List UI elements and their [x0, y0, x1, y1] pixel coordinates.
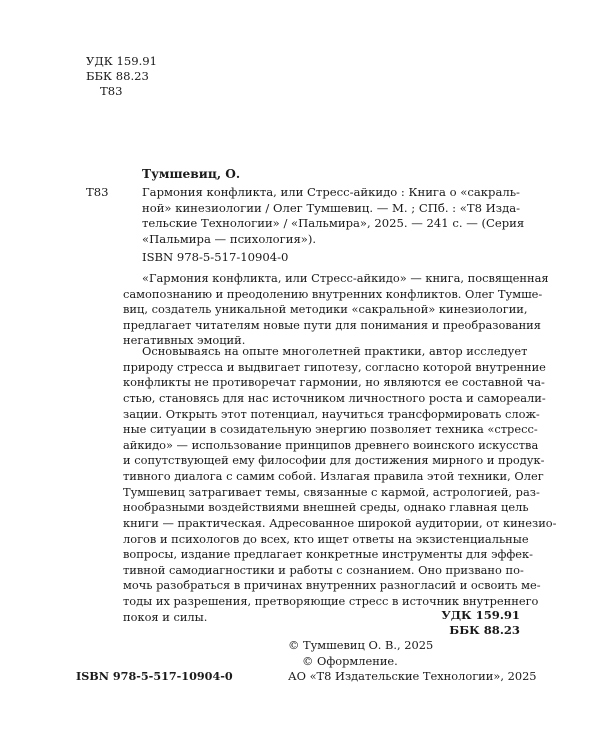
- biblio-line: ной» кинезиологии / Олег Тумшевиц. — М. ; СПб. : «Т8 Издa-: [142, 200, 521, 215]
- description-paragraph: [123, 344, 557, 625]
- copyright-publisher: АО «Т8 Издательские Технологии», 2025: [288, 669, 537, 683]
- description-line: нообразными воздействиями внешней среды, однако главная цель: [123, 500, 529, 515]
- bibliographic-description: [142, 185, 525, 247]
- copyright-author: © Тумшевиц О. В., 2025: [288, 638, 434, 652]
- biblio-line: Гармония конфликта, или Стресс-айкидо : Книга о «сакраль-: [142, 185, 520, 199]
- copyright-design: © Оформление.: [302, 653, 398, 668]
- author-mark: Т83: [86, 185, 109, 199]
- udk-code: УДК 159.91: [86, 54, 158, 68]
- annotation-line: предлагает читателям новые пути для понимания и преобразования: [123, 317, 541, 332]
- annotation-paragraph: [123, 271, 549, 349]
- description-line: конфликты не противоречат гармонии, но являются ее составной ча-: [123, 375, 545, 390]
- description-line: природу стресса и выдвигает гипотезу, согласно которой внутренние: [123, 359, 546, 374]
- classification-codes-right: [441, 608, 520, 637]
- annotation-line: самопознанию и преодолению внутренних конфликтов. Олег Тумше-: [123, 286, 543, 301]
- description-line: и сопутствующей ему философии для достижения мирного и продук-: [123, 453, 545, 468]
- biblio-line: «Пальмира — психология»).: [142, 231, 317, 246]
- bbk-code: ББК 88.23: [86, 69, 149, 83]
- bbk-code-right: ББК 88.23: [449, 622, 520, 637]
- annotation-line: негативных эмоций.: [123, 333, 246, 348]
- description-line: мочь разобраться в причинах внутренних разногласий и освоить ме-: [123, 578, 541, 593]
- description-line: ные ситуации в созидательную энергию позволяет техника «стресс-: [123, 422, 538, 437]
- isbn-bottom: ISBN 978-5-517-10904-0: [76, 669, 233, 683]
- annotation-line: виц, создатель уникальной методики «сакральной» кинезиологии,: [123, 302, 528, 317]
- description-line: Основываясь на опыте многолетней практики, автор исследует: [142, 344, 528, 358]
- description-line: айкидо» — использование принципов древнего воинского искусства: [123, 437, 539, 452]
- description-line: тоды их разрешения, претворяющие стресс в источник внутреннего: [123, 594, 539, 608]
- description-line: логов и психологов до всех, кто ищет ответы на экзистенциальные: [123, 531, 529, 546]
- isbn-main: ISBN 978-5-517-10904-0: [142, 250, 289, 264]
- description-line: покоя и силы.: [123, 609, 208, 624]
- description-line: книги — практическая. Адресованное широкой аудитории, от кинезио-: [123, 515, 557, 530]
- description-line: стью, становясь для нас источником личностного роста и самореали-: [123, 390, 546, 405]
- description-line: тивного диалога с самим собой. Излагая правила этой техники, Олег: [123, 469, 544, 483]
- biblio-line: тельские Технологии» / «Пальмира», 2025. — 241 с. — (Серия: [142, 216, 525, 231]
- description-line: Тумшевиц затрагивает темы, связанные с кармой, астрологией, раз-: [123, 484, 540, 499]
- description-line: тивной самодиагностики и работы с сознанием. Оно призвано по-: [123, 562, 524, 577]
- annotation-line: «Гармония конфликта, или Стресс-айкидо» — книга, посвященная: [142, 271, 549, 285]
- author-mark-top: Т83: [100, 84, 123, 98]
- description-line: зации. Открыть этот потенциал, научиться трансформировать слож-: [123, 406, 540, 421]
- classification-block: [86, 54, 157, 99]
- author-heading: Тумшевиц, О.: [142, 167, 241, 181]
- description-line: вопросы, издание предлагает конкретные инструменты для эффек-: [123, 547, 533, 562]
- udk-code-right: УДК 159.91: [441, 608, 520, 622]
- copyright-block: [288, 638, 537, 685]
